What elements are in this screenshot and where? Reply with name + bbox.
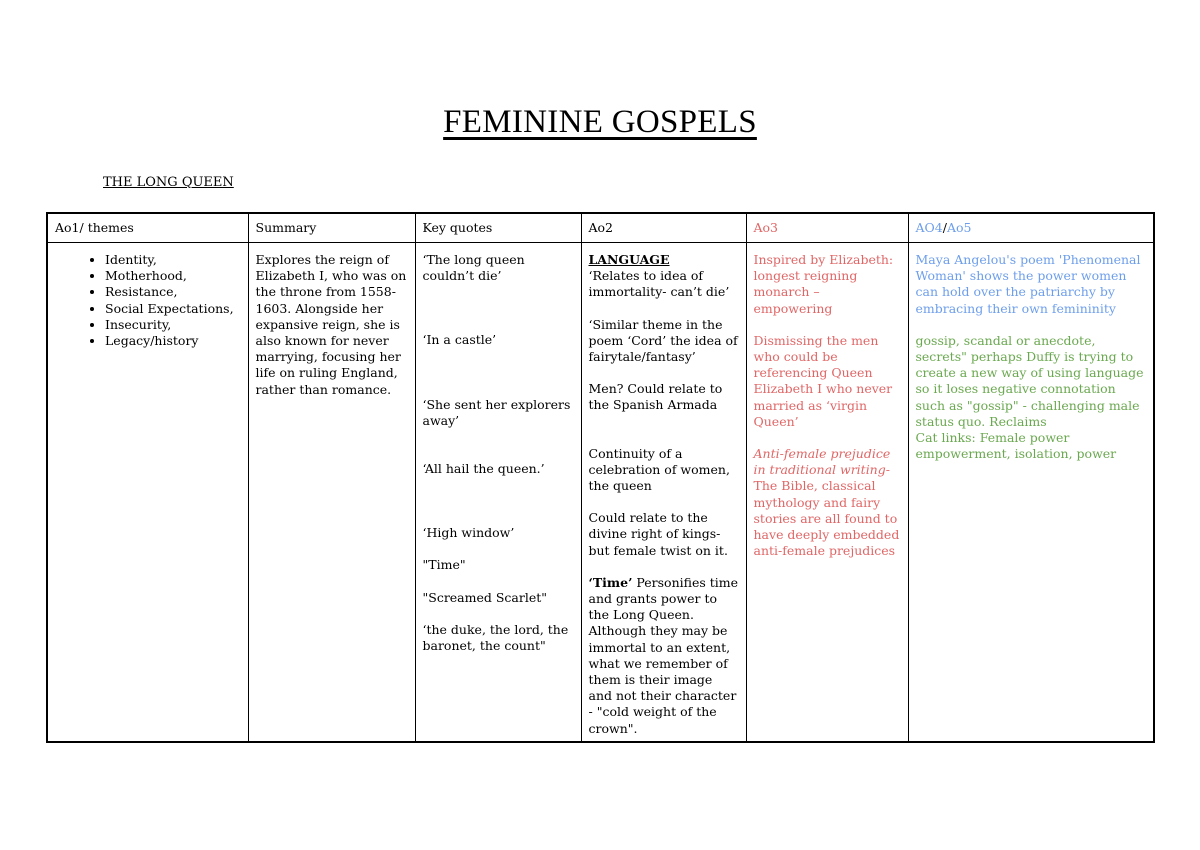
header-ao4-ao5	[908, 213, 1154, 243]
quotes-cell	[415, 243, 581, 742]
quote-item: ‘All hail the queen.’	[422, 461, 545, 477]
theme-item: • Social Expectations,	[105, 301, 241, 317]
ao5-paragraph: gossip, scandal or anecdote, secrets" perhaps Duffy is trying to create a new way of using language so it loses negative connotation such as "gossip" - challenging male status quo. Reclaims	[915, 332, 1144, 429]
table-row	[47, 243, 1154, 742]
quote-item: "Time"	[422, 557, 466, 573]
header-key-quotes: Key quotes	[415, 213, 581, 243]
ao2-paragraph: ‘Relates to idea of immortality- can’t die’	[588, 268, 730, 300]
header-ao2: Ao2	[581, 213, 746, 243]
header-ao5: Ao5	[946, 220, 972, 235]
ao3-text: The Bible, classical mythology and fairy stories are all found to have deeply embedded anti-female prejudices	[753, 478, 900, 559]
theme-item: • Motherhood,	[105, 268, 241, 284]
ao3-cell	[746, 243, 908, 742]
ao2-paragraph	[589, 575, 739, 737]
theme-item: • Identity,	[105, 252, 241, 268]
ao2-language-heading: LANGUAGE	[588, 252, 670, 267]
header-ao3: Ao3	[746, 213, 908, 243]
ao2-paragraph: ‘Similar theme in the poem ‘Cord’ the idea of fairytale/fantasy’	[588, 316, 738, 365]
table-header-row	[47, 213, 1154, 243]
section-subtitle: THE LONG QUEEN	[103, 175, 234, 190]
header-ao1-themes: Ao1/ themes	[47, 213, 248, 243]
summary-text: Explores the reign of Elizabeth I, who was on the throne from 1558-1603. Alongside her expansive reign, she is also known for never marrying, focusing her life on ruling England, rather than romance.	[255, 252, 407, 397]
ao2-time-bold: ‘Time’	[588, 574, 633, 590]
ao3-italic-heading: Anti-female prejudice in traditional writing-	[753, 446, 891, 478]
themes-cell	[47, 243, 248, 742]
quote-item: "Screamed Scarlet"	[422, 589, 548, 605]
ao2-paragraph: Continuity of a celebration of women, the queen	[588, 445, 730, 494]
ao2-paragraph: Could relate to the divine right of kings- but female twist on it.	[588, 510, 728, 558]
ao2-cell	[581, 243, 746, 742]
ao3-paragraph: Inspired by Elizabeth: longest reigning monarch – empowering	[753, 252, 894, 316]
revision-table	[46, 212, 1155, 743]
quote-item: ‘the duke, the lord, the baronet, the count"	[422, 621, 569, 654]
summary-cell	[248, 243, 415, 742]
ao2-paragraph: Men? Could relate to the Spanish Armada	[588, 381, 723, 413]
theme-item: • Legacy/history	[105, 333, 241, 349]
theme-item: • Insecurity,	[105, 317, 241, 333]
quote-item: ‘The long queen couldn’t die’	[422, 252, 525, 284]
header-ao4: AO4	[915, 220, 943, 235]
ao3-paragraph	[754, 446, 901, 559]
themes-list	[55, 252, 241, 349]
ao4-ao5-cell	[908, 243, 1154, 742]
quote-item: ‘She sent her explorers away’	[422, 396, 571, 428]
ao3-paragraph: Dismissing the men who could be referencing Queen Elizabeth I who never married as ‘virgin Queen’	[753, 332, 893, 429]
theme-item: • Resistance,	[105, 284, 241, 300]
ao4-paragraph: Maya Angelou's poem 'Phenomenal Woman' shows the power women can hold over the patriarchy by embracing their own femininity	[915, 252, 1141, 316]
ao2-time-text: Personifies time and grants power to the Long Queen. Although they may be immortal to an extent, what we remember of them is their image and not their character - "cold weight of the crown".	[588, 574, 739, 736]
ao5-cat-links: Cat links: Female power empowerment, isolation, power	[915, 430, 1117, 462]
quote-item: ‘In a castle’	[422, 332, 497, 348]
header-summary: Summary	[248, 213, 415, 243]
quote-item: ‘High window’	[422, 525, 515, 541]
page-title: FEMININE GOSPELS	[443, 104, 757, 140]
header-slash: /	[942, 220, 947, 235]
